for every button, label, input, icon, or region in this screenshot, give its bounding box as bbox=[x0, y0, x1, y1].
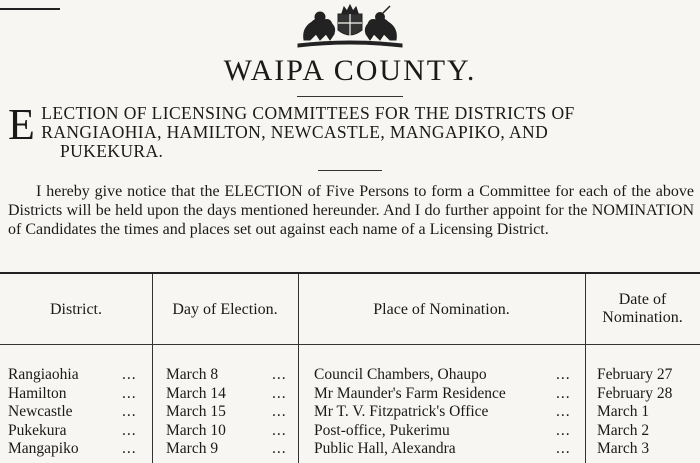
headline-line-1: LECTION OF LICENSING COMMITTEES FOR THE DISTRICTS OF bbox=[41, 103, 575, 123]
headline-line-2: RANGIAOHIA, HAMILTON, NEWCASTLE, MANGAPIKO, AND bbox=[41, 122, 549, 142]
leader-dots: ... bbox=[122, 421, 137, 439]
header-day-of-election: Day of Election. bbox=[172, 301, 278, 318]
leader-dots: ... bbox=[272, 366, 287, 383]
day-of-election-cell: March 14 bbox=[166, 384, 226, 402]
district-cell: Newcastle bbox=[8, 403, 73, 420]
date-of-nomination-cell: February 28 bbox=[597, 384, 673, 402]
leader-dots: ... bbox=[272, 403, 287, 420]
day-of-election-cell: March 10 bbox=[166, 421, 226, 439]
date-of-nomination-cell: March 2 bbox=[597, 421, 650, 439]
day-of-election-cell: March 8 bbox=[166, 366, 219, 383]
table-row bbox=[0, 366, 700, 384]
table-top-rule bbox=[0, 272, 700, 274]
date-of-nomination-cell: March 3 bbox=[597, 440, 650, 457]
district-cell: Rangiaohia bbox=[8, 366, 79, 383]
notice-body bbox=[8, 182, 694, 239]
leader-dots: ... bbox=[122, 403, 137, 420]
leader-dots: ... bbox=[556, 384, 571, 402]
royal-crest-icon bbox=[290, 4, 410, 48]
leader-dots: ... bbox=[122, 384, 137, 402]
leader-dots: ... bbox=[272, 440, 287, 457]
headline-rule bbox=[318, 170, 382, 171]
table-row bbox=[0, 385, 700, 403]
leader-dots: ... bbox=[556, 366, 571, 383]
title-rule bbox=[297, 96, 403, 97]
header-district: District. bbox=[50, 301, 102, 318]
place-of-nomination-cell: Mr T. V. Fitzpatrick's Office bbox=[314, 403, 489, 420]
notice-paragraph: I hereby give notice that the ELECTION of Five Persons to form a Committee for each of the above Districts will be held upon the days mentioned hereunder. And I do further appoint for the NOMINATION of Candidates the times and places set out against each name of a Licensing District. bbox=[8, 183, 694, 238]
date-of-nomination-cell: March 1 bbox=[597, 403, 650, 420]
drop-cap: E bbox=[8, 100, 36, 149]
header-date-of-nomination-line-2: Nomination. bbox=[602, 309, 683, 326]
district-cell: Mangapiko bbox=[8, 440, 79, 457]
table-row bbox=[0, 422, 700, 440]
district-cell: Pukekura bbox=[8, 421, 67, 439]
day-of-election-cell: March 9 bbox=[166, 440, 219, 457]
place-of-nomination-cell: Council Chambers, Ohaupo bbox=[314, 366, 487, 383]
page-title: WAIPA COUNTY. bbox=[223, 54, 477, 87]
leader-dots: ... bbox=[122, 440, 137, 457]
date-of-nomination-cell: February 27 bbox=[597, 366, 673, 383]
table-row bbox=[0, 440, 700, 458]
header-place-of-nomination: Place of Nomination. bbox=[373, 301, 510, 318]
headline bbox=[8, 100, 693, 161]
day-of-election-cell: March 15 bbox=[166, 403, 226, 420]
leader-dots: ... bbox=[122, 366, 137, 383]
leader-dots: ... bbox=[272, 384, 287, 402]
top-rule bbox=[0, 8, 60, 10]
district-cell: Hamilton bbox=[8, 384, 67, 402]
leader-dots: ... bbox=[556, 403, 571, 420]
headline-line-3: PUKEKURA. bbox=[60, 141, 164, 161]
table-row bbox=[0, 403, 700, 421]
table-header-rule bbox=[0, 344, 700, 345]
place-of-nomination-cell: Public Hall, Alexandra bbox=[314, 440, 456, 457]
place-of-nomination-cell: Post-office, Pukerimu bbox=[314, 421, 450, 439]
leader-dots: ... bbox=[272, 421, 287, 439]
leader-dots: ... bbox=[556, 421, 571, 439]
leader-dots: ... bbox=[556, 440, 571, 457]
place-of-nomination-cell: Mr Maunder's Farm Residence bbox=[314, 384, 506, 402]
header-date-of-nomination-line-1: Date of bbox=[618, 291, 667, 308]
